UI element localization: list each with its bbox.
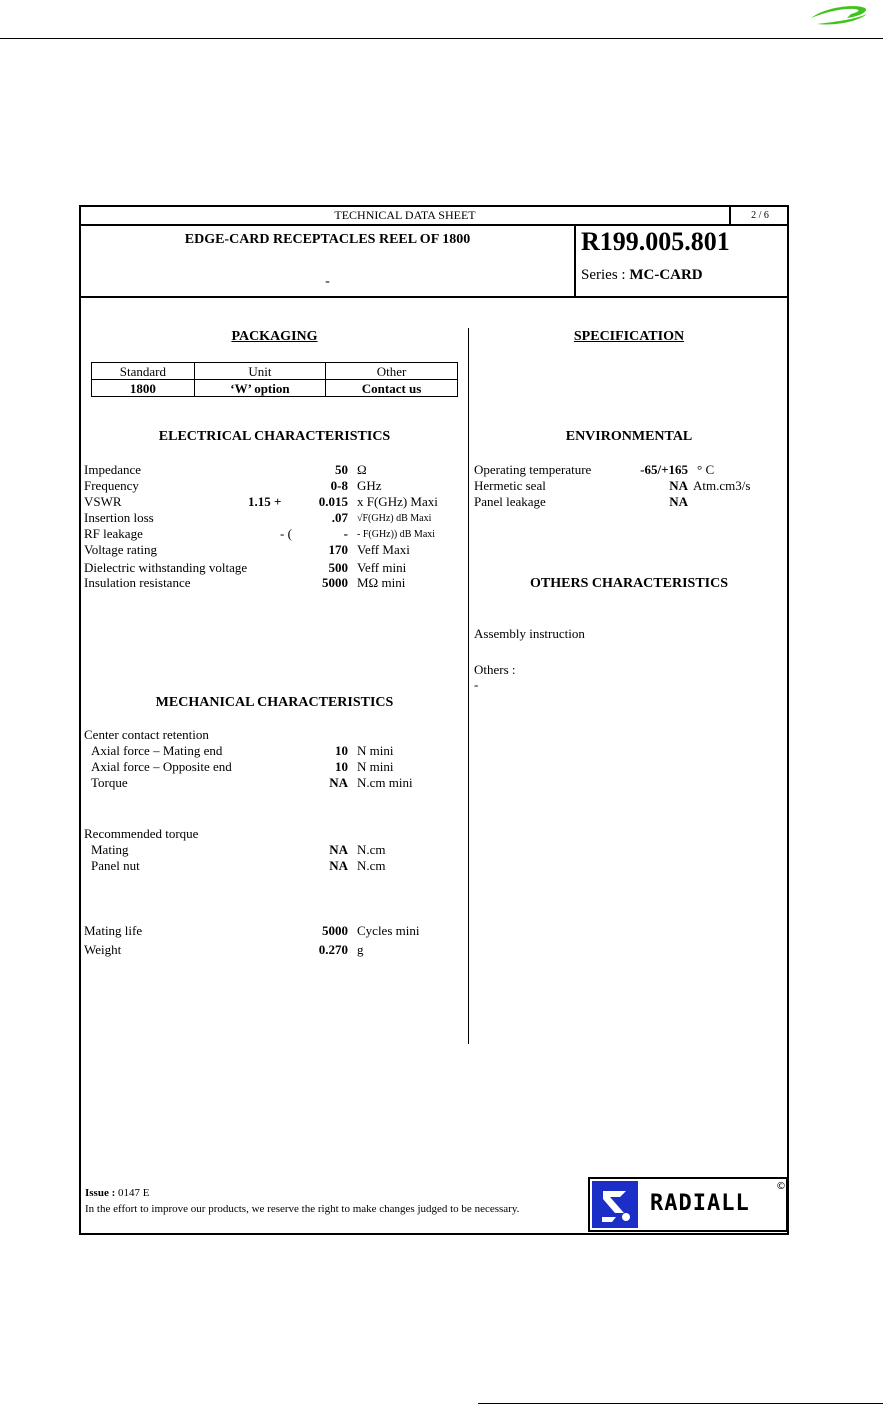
- mechanical-label: Torque: [91, 775, 128, 790]
- electrical-unit: MΩ mini: [357, 575, 406, 590]
- mechanical-label: Mating: [91, 842, 129, 857]
- part-number: R199.005.801: [581, 227, 730, 256]
- green-swoosh-logo-icon: [807, 2, 871, 28]
- mechanical-unit: g: [357, 942, 364, 957]
- column-divider: [468, 328, 469, 1044]
- environmental-unit: Atm.cm3/s: [693, 478, 751, 493]
- electrical-label: Impedance: [84, 462, 142, 477]
- electrical-label: Dielectric withstanding voltage: [84, 560, 248, 575]
- packaging-value-row: [92, 380, 458, 397]
- mechanical-unit: N.cm: [357, 858, 386, 873]
- environmental-value: -65/+165: [640, 462, 688, 477]
- packaging-other-value: Contact us: [326, 380, 458, 397]
- electrical-prefix: 1.15 +: [248, 494, 282, 509]
- issue-line: [85, 1187, 150, 1199]
- product-title: EDGE-CARD RECEPTACLES REEL OF 1800: [184, 232, 471, 247]
- page-indicator: 2 / 6: [729, 207, 789, 224]
- others-heading: OTHERS CHARACTERISTICS: [530, 576, 728, 591]
- body-divider: [81, 296, 787, 298]
- mechanical-label: Axial force – Opposite end: [91, 759, 232, 774]
- mechanical-unit: N.cm: [357, 842, 386, 857]
- series-line: [581, 267, 703, 284]
- mechanical-value: 0.270: [318, 942, 348, 957]
- electrical-unit: x F(GHz) Maxi: [357, 494, 438, 509]
- electrical-label: VSWR: [84, 494, 122, 509]
- electrical-value: 170: [328, 542, 348, 557]
- technical-data-sheet: TECHNICAL DATA SHEET 2 / 6 EDGE-CARD RECEPTACLES REEL OF 1800 - R199.005.801 Series : MC-CARD PACKAGING Standard Unit Other 1800 ‘W’ option Contact us ELECTRICAL CHARACTERISTICS Impedance 50 Ω Frequency 0-8 GHz VSWR 1.15 + 0.015 x F(GHz) Maxi Insertion loss .07 √F(GHz) dB Maxi RF leakage - ( - - F(GHz)) dB Maxi Voltage rating 170 Veff Maxi Dielectric withstanding voltage 500 Veff mini Insulation resistance 5000 MΩ mini MECHANICAL CHARACTERISTICS Center contact retention Axial force – Mating end 10 N mini Axial force – Opposite end 10 N mini Torque NA N.cm mini Recommended torque Mating NA N.cm Panel nut NA N.cm Mating life 5000 Cycles mini Weight 0.270 g SPECIFICATION ENVIRONMENTAL Operating temperature -65/+165 ° C Hermetic seal NA Atm.cm3/s Panel leakage NA OTHERS CHARACTERISTICS Assembly instruction Others : - Issue : 0147 E In the effort to improve our products, we reserve the right to make changes judged to be necessary. RADIALL ©: [79, 205, 789, 1235]
- environmental-heading: ENVIRONMENTAL: [565, 429, 693, 444]
- radiall-mark-icon: [592, 1181, 638, 1228]
- packaging-unit-value: ‘W’ option: [194, 380, 325, 397]
- electrical-unit: Veff mini: [357, 560, 407, 575]
- packaging-header-row: [92, 363, 458, 380]
- electrical-label: Frequency: [84, 478, 139, 493]
- packaging-col-other: Other: [326, 363, 458, 380]
- mechanical-unit: N mini: [357, 743, 394, 758]
- environmental-unit: ° C: [697, 462, 715, 477]
- mechanical-unit: N mini: [357, 759, 394, 774]
- electrical-unit: - F(GHz)) dB Maxi: [357, 529, 436, 540]
- series-value: MC-CARD: [629, 267, 703, 283]
- electrical-unit: Ω: [357, 462, 367, 477]
- issue-value: 0147 E: [118, 1187, 150, 1199]
- packaging-col-standard: Standard: [92, 363, 195, 380]
- mechanical-label: Axial force – Mating end: [91, 743, 223, 758]
- mechanical-value: 10: [335, 743, 348, 758]
- radiall-wordmark: RADIALL: [650, 1191, 750, 1216]
- copyright-mark-icon: ©: [776, 1181, 786, 1192]
- radiall-logo: [588, 1177, 788, 1232]
- electrical-label: Insulation resistance: [84, 575, 191, 590]
- electrical-value: 500: [328, 560, 348, 575]
- issue-label: Issue :: [85, 1187, 116, 1199]
- electrical-value: 0.015: [318, 494, 348, 509]
- electrical-unit: Veff Maxi: [357, 542, 410, 557]
- environmental-value: NA: [669, 494, 688, 509]
- mechanical-heading: MECHANICAL CHARACTERISTICS: [155, 695, 394, 710]
- mechanical-value: NA: [329, 775, 348, 790]
- packaging-standard-value: 1800: [92, 380, 195, 397]
- mechanical-label: Mating life: [84, 923, 143, 938]
- electrical-unit: GHz: [357, 478, 382, 493]
- disclaimer-note: In the effort to improve our products, we reserve the right to make changes judged to be necessary.: [85, 1203, 520, 1215]
- mechanical-value: 5000: [322, 923, 348, 938]
- header-rule: [0, 38, 883, 39]
- radiall-emblem-icon: [592, 1181, 638, 1228]
- electrical-value: 0-8: [330, 478, 348, 493]
- electrical-prefix: - (: [280, 526, 292, 541]
- electrical-label: Insertion loss: [84, 510, 154, 525]
- environmental-label: Operating temperature: [474, 462, 592, 477]
- electrical-value: .07: [331, 510, 348, 525]
- environmental-value: NA: [669, 478, 688, 493]
- environmental-label: Panel leakage: [474, 494, 546, 509]
- mechanical-unit: N.cm mini: [357, 775, 413, 790]
- mechanical-value: 10: [335, 759, 348, 774]
- electrical-label: RF leakage: [84, 526, 143, 541]
- electrical-heading: ELECTRICAL CHARACTERISTICS: [158, 429, 391, 444]
- electrical-label: Voltage rating: [84, 542, 158, 557]
- packaging-heading: PACKAGING: [231, 329, 318, 344]
- sheet-header-title: TECHNICAL DATA SHEET: [334, 208, 476, 222]
- packaging-table: [91, 362, 458, 397]
- mechanical-label: Panel nut: [91, 858, 140, 873]
- electrical-unit: √F(GHz) dB Maxi: [357, 513, 432, 524]
- specification-heading: SPECIFICATION: [573, 329, 685, 344]
- electrical-value: -: [343, 526, 348, 541]
- mechanical-value: NA: [329, 858, 348, 873]
- electrical-value: 5000: [322, 575, 348, 590]
- product-subtitle: -: [325, 274, 330, 289]
- environmental-label: Hermetic seal: [474, 478, 546, 493]
- mechanical-value: NA: [329, 842, 348, 857]
- mechanical-label: Weight: [84, 942, 122, 957]
- electrical-value: 50: [335, 462, 348, 477]
- packaging-col-unit: Unit: [194, 363, 325, 380]
- mechanical-unit: Cycles mini: [357, 923, 420, 938]
- series-label: Series :: [581, 267, 626, 283]
- footer-rule: [478, 1403, 883, 1404]
